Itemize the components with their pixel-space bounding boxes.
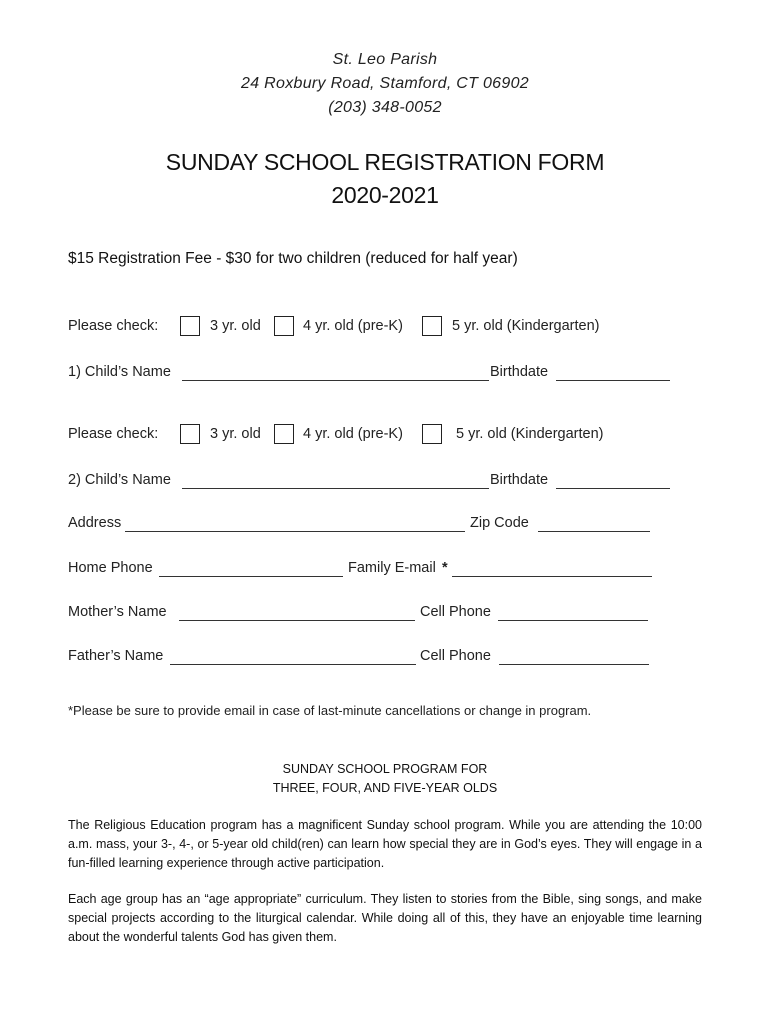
form-title — [0, 146, 770, 212]
phone-email-row — [68, 560, 708, 580]
mothers-name-label: Mother’s Name — [68, 604, 167, 620]
program-heading-line2: THREE, FOUR, AND FIVE-YEAR OLDS — [272, 781, 498, 795]
family-email-field[interactable] — [452, 562, 652, 577]
home-phone-field[interactable] — [159, 562, 343, 577]
form-title-year: 2020-2021 — [331, 182, 439, 208]
child2-5yr-checkbox[interactable] — [422, 424, 442, 444]
home-phone-label: Home Phone — [68, 560, 153, 576]
child1-birthdate-label: Birthdate — [490, 364, 549, 380]
parish-phone: (203) 348-0052 — [328, 99, 442, 116]
parish-name: St. Leo Parish — [332, 51, 438, 68]
child2-age-row — [68, 426, 708, 448]
father-cell-phone-field[interactable] — [499, 650, 649, 665]
child2-3yr-checkbox[interactable] — [180, 424, 200, 444]
parish-address: 24 Roxbury Road, Stamford, CT 06902 — [241, 75, 529, 92]
child1-birthdate-field[interactable] — [556, 366, 670, 381]
child1-3yr-checkbox[interactable] — [180, 316, 200, 336]
registration-fee: $15 Registration Fee - $30 for two children (reduced for half year) — [68, 250, 518, 267]
email-note: *Please be sure to provide email in case of last-minute cancellations or change in program. — [68, 703, 592, 718]
child2-3yr-label: 3 yr. old — [210, 426, 261, 442]
child2-birthdate-field[interactable] — [556, 474, 670, 489]
child1-4yr-checkbox[interactable] — [274, 316, 294, 336]
zip-code-field[interactable] — [538, 517, 650, 532]
child2-name-row — [68, 472, 708, 492]
father-row — [68, 648, 708, 668]
child2-name-field[interactable] — [182, 474, 489, 489]
address-row — [68, 515, 708, 535]
child2-check-label: Please check: — [68, 426, 159, 442]
program-paragraph-2: Each age group has an “age appropriate” curriculum. They listen to stories from the Bible, sing songs, and make special projects according to the liturgical calendar. While doing all of this, they have an enjoyable time learning about the wonderful talents God has given them. — [68, 892, 702, 944]
mother-cell-phone-label: Cell Phone — [420, 604, 491, 620]
child1-check-label: Please check: — [68, 318, 159, 334]
child1-name-row — [68, 364, 708, 384]
family-email-label: Family E-mail — [348, 560, 436, 576]
child2-name-label: 2) Child’s Name — [68, 472, 171, 488]
program-heading-line1: SUNDAY SCHOOL PROGRAM FOR — [282, 762, 488, 776]
mothers-name-field[interactable] — [179, 606, 415, 621]
child1-5yr-checkbox[interactable] — [422, 316, 442, 336]
fathers-name-label: Father’s Name — [68, 648, 164, 664]
mother-row — [68, 604, 708, 624]
child1-5yr-label: 5 yr. old (Kindergarten) — [452, 318, 600, 334]
child1-name-label: 1) Child’s Name — [68, 364, 171, 380]
program-paragraph-1: The Religious Education program has a magnificent Sunday school program. While you are attending the 10:00 a.m. mass, your 3-, 4-, or 5-year old child(ren) can learn how special they are in God’s eyes. They will engage in a fun-filled learning experience through active participation. — [68, 818, 702, 870]
child2-birthdate-label: Birthdate — [490, 472, 549, 488]
zip-code-label: Zip Code — [470, 515, 529, 531]
child1-3yr-label: 3 yr. old — [210, 318, 261, 334]
father-cell-phone-label: Cell Phone — [420, 648, 491, 664]
child1-name-field[interactable] — [182, 366, 489, 381]
address-label: Address — [68, 515, 122, 531]
child2-5yr-label: 5 yr. old (Kindergarten) — [456, 426, 604, 442]
child1-4yr-label: 4 yr. old (pre-K) — [303, 318, 403, 334]
fathers-name-field[interactable] — [170, 650, 416, 665]
email-required-mark: * — [442, 560, 448, 576]
form-title-line1: SUNDAY SCHOOL REGISTRATION FORM — [165, 149, 605, 175]
address-field[interactable] — [125, 517, 465, 532]
child2-4yr-label: 4 yr. old (pre-K) — [303, 426, 403, 442]
child2-4yr-checkbox[interactable] — [274, 424, 294, 444]
parish-header — [0, 48, 770, 120]
child1-age-row — [68, 318, 708, 340]
program-heading — [0, 760, 770, 798]
mother-cell-phone-field[interactable] — [498, 606, 648, 621]
